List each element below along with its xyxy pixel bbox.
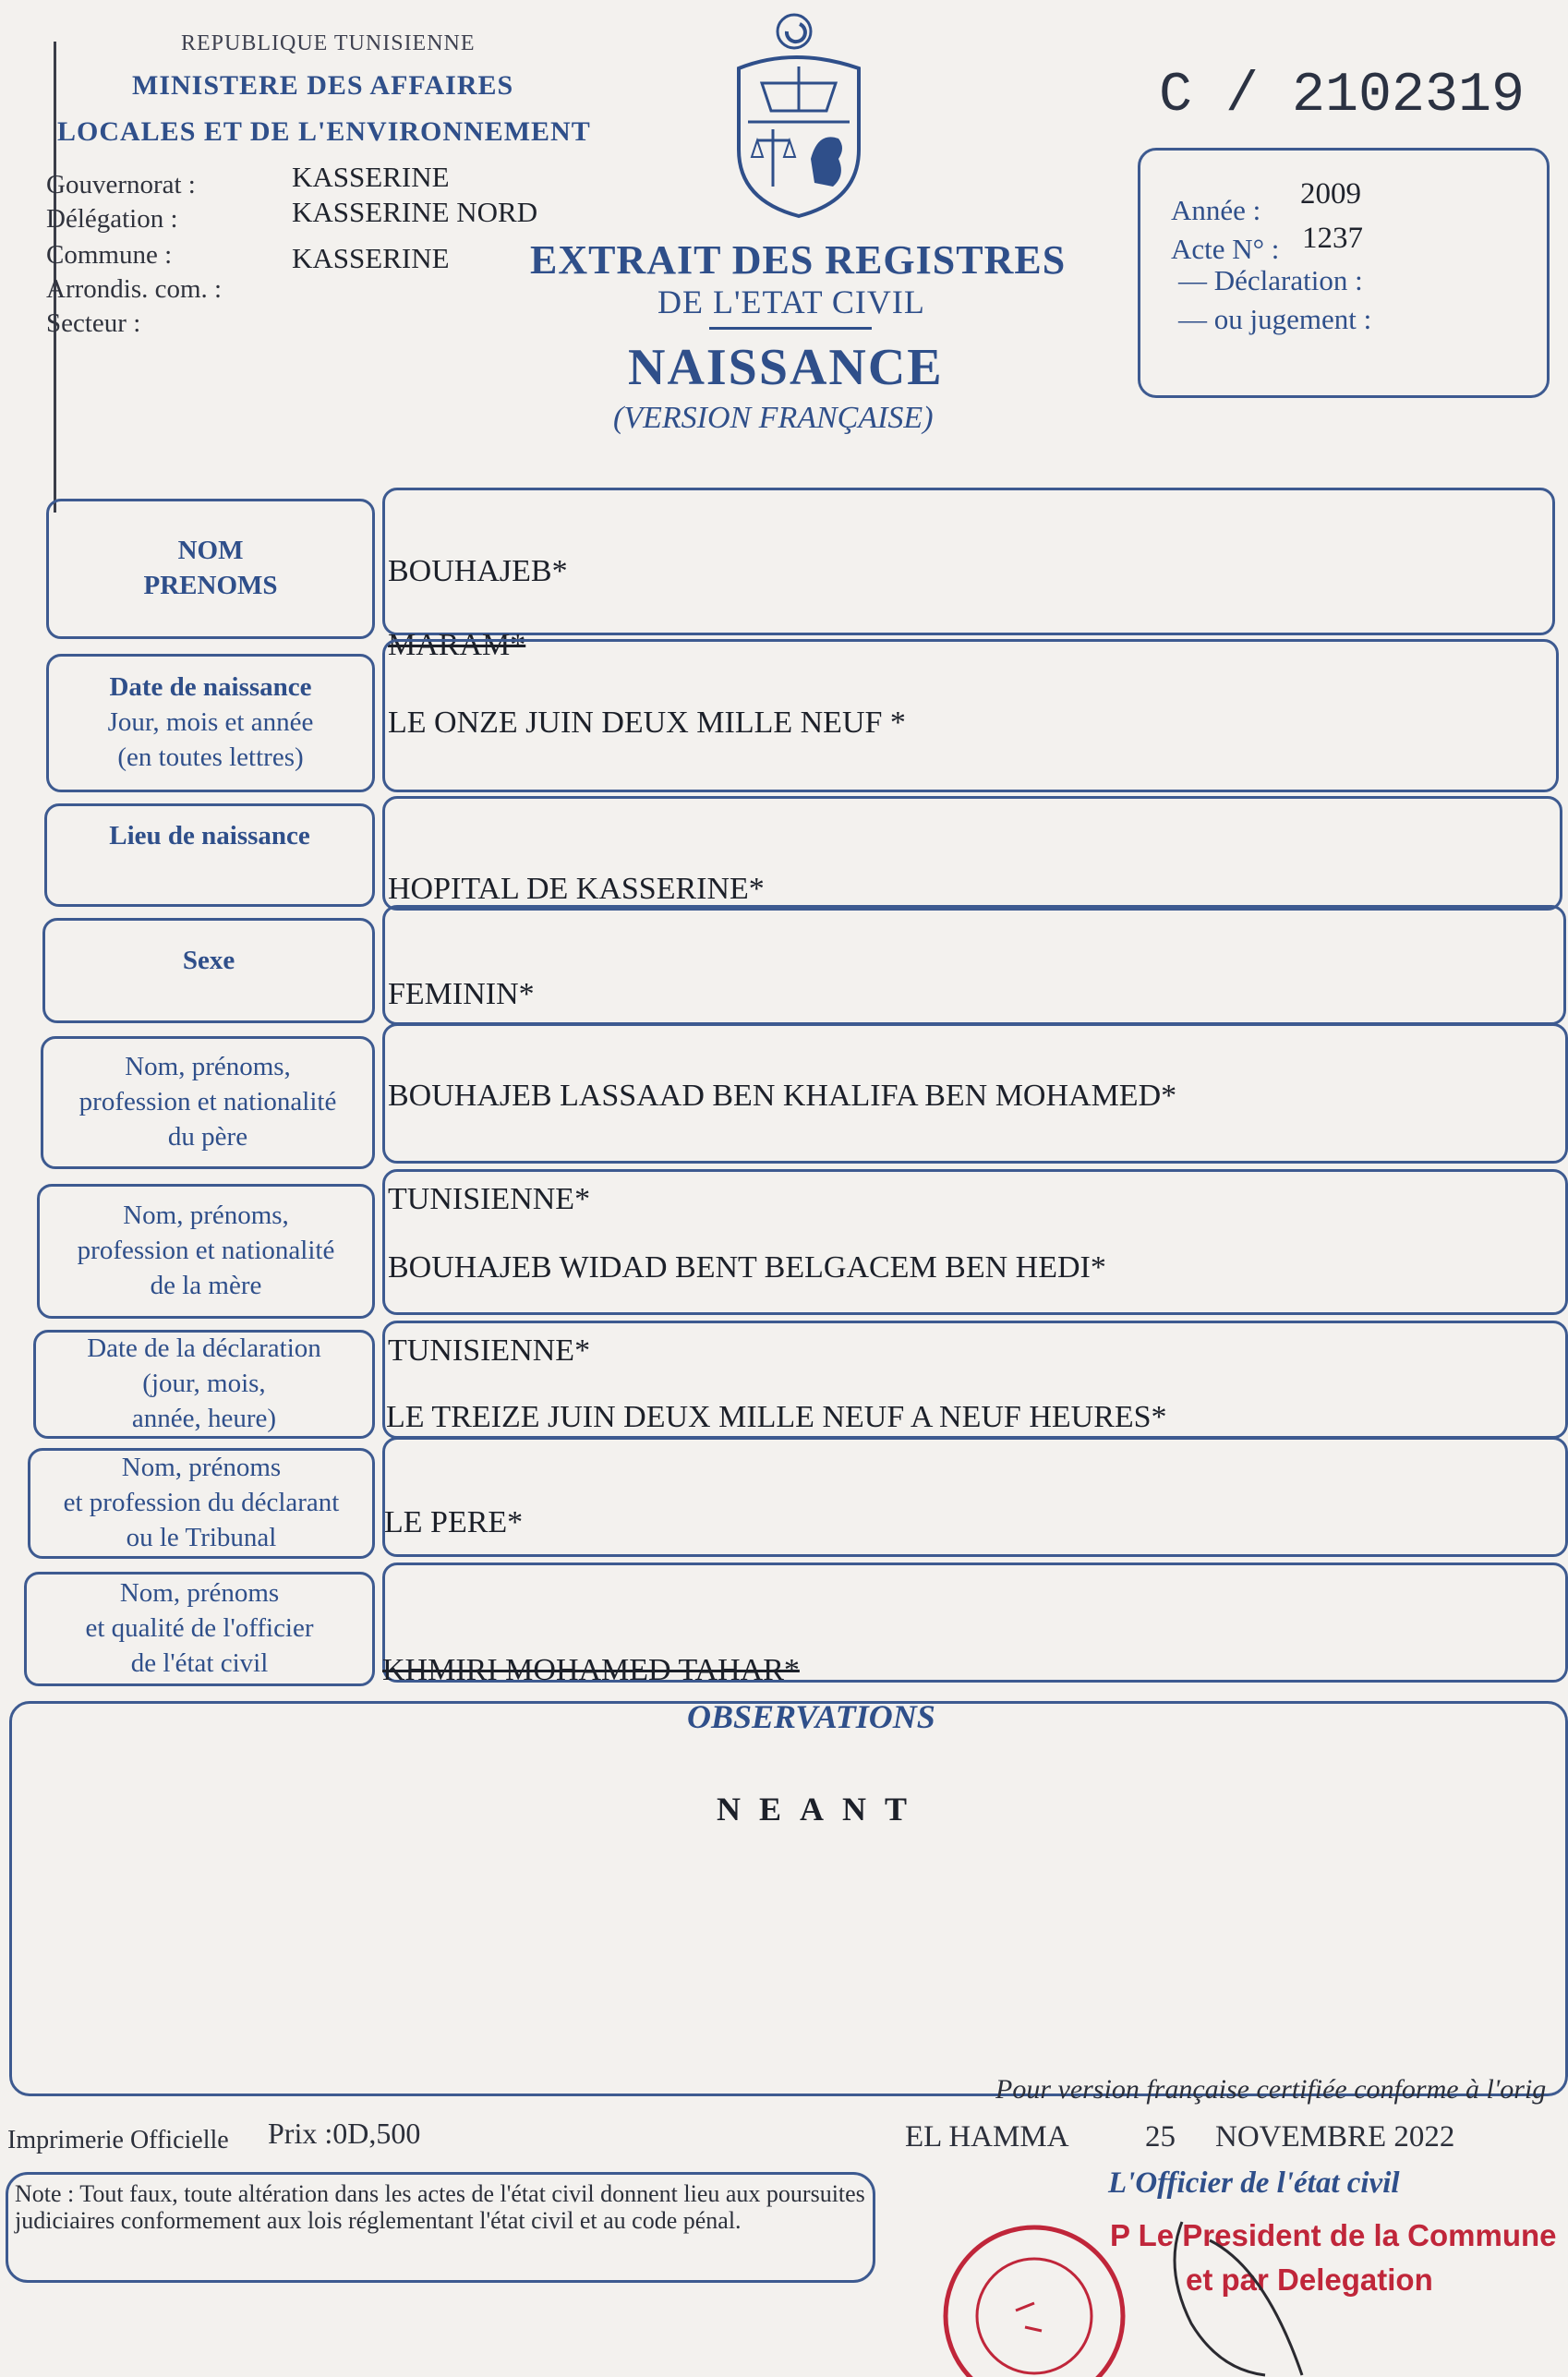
declarant-value: LE PERE* <box>384 1505 524 1539</box>
date-month-year: NOVEMBRE 2022 <box>1215 2120 1455 2154</box>
nom-label-box <box>46 499 375 639</box>
acte-number-value: 1237 <box>1302 222 1363 255</box>
officier-value: KHMIRI MOHAMED TAHAR* <box>382 1653 800 1687</box>
mere-label-2: profession et nationalité <box>77 1236 335 1266</box>
price-label: Prix :0D,500 <box>268 2117 421 2150</box>
mere-label-1: Nom, prénoms, <box>123 1201 289 1231</box>
date-naissance-value: LE ONZE JUIN DEUX MILLE NEUF * <box>388 706 906 740</box>
pere-label-3: du père <box>167 1121 248 1152</box>
declarant-value-box <box>382 1437 1568 1557</box>
declaration-date-label-3: année, heure) <box>131 1403 277 1433</box>
pere-nationality-value: TUNISIENNE* <box>388 1182 591 1216</box>
jugement-label: — ou jugement : <box>1178 303 1372 335</box>
delegation-value: KASSERINE NORD <box>292 196 538 228</box>
date-naissance-sub1: Jour, mois et année <box>107 707 314 738</box>
date-day: 25 <box>1145 2120 1176 2154</box>
officier-label-1: Nom, prénoms <box>119 1578 280 1609</box>
officier-label-2: et qualité de l'officier <box>85 1613 314 1644</box>
serial-number: C / 2102319 <box>1159 65 1526 127</box>
acte-number-label: Acte N° : <box>1171 233 1280 265</box>
secteur-label: Secteur : <box>46 308 141 338</box>
declaration-date-label-1: Date de la déclaration <box>87 1333 321 1364</box>
annee-label: Année : <box>1171 194 1261 226</box>
stamp-line-2: et par Delegation <box>1186 2262 1433 2297</box>
place-label: EL HAMMA <box>905 2120 1069 2154</box>
pere-label-2: profession et nationalité <box>78 1087 337 1117</box>
title-naissance: NAISSANCE <box>628 339 944 396</box>
gouvernorat-value: KASSERINE <box>292 161 450 193</box>
mere-value-box <box>382 1169 1568 1315</box>
sexe-label: Sexe <box>182 946 235 976</box>
prenoms-label: PRENOMS <box>143 571 278 600</box>
stamp-line-1: P Le President de la Commune <box>1110 2218 1557 2252</box>
ministry-line-2: LOCALES ET DE L'ENVIRONNEMENT <box>57 116 591 147</box>
officier-label-3: de l'état civil <box>130 1647 269 1678</box>
declaration-date-label-2: (jour, mois, <box>142 1369 266 1399</box>
commune-value: KASSERINE <box>292 242 450 274</box>
legal-note: Note : Tout faux, toute altération dans les actes de l'état civil donnent lieu aux poursuites judiciaires conformement aux lois réglementant l'état civil et au code pénal. <box>15 2180 865 2234</box>
declaration-date-label-box <box>33 1330 375 1439</box>
annee-value: 2009 <box>1300 177 1361 211</box>
declarant-label-1: Nom, prénoms <box>121 1453 282 1483</box>
sexe-value: FEMININ* <box>388 977 535 1011</box>
pere-name-value: BOUHAJEB LASSAAD BEN KHALIFA BEN MOHAMED* <box>388 1079 1177 1113</box>
printer-label: Imprimerie Officielle <box>7 2126 229 2154</box>
observations-value: NEANT <box>717 1791 926 1828</box>
observations-title: OBSERVATIONS <box>687 1698 935 1735</box>
declaration-date-value: LE TREIZE JUIN DEUX MILLE NEUF A NEUF HEURES* <box>386 1400 1167 1434</box>
declaration-label: — Déclaration : <box>1178 264 1363 296</box>
mere-label-3: de la mère <box>150 1270 262 1300</box>
date-naissance-sub2: (en toutes lettres) <box>117 742 304 772</box>
observations-box <box>9 1701 1568 2096</box>
nom-label: NOM <box>177 536 244 566</box>
title-underline <box>709 327 872 330</box>
title-extrait: EXTRAIT DES REGISTRES <box>530 237 1067 283</box>
gouvernorat-label: Gouvernorat : <box>46 170 196 199</box>
date-naissance-label-box <box>46 654 375 792</box>
date-naissance-label: Date de naissance <box>109 672 312 703</box>
nom-value: BOUHAJEB* <box>388 554 568 588</box>
certified-text: Pour version française certifiée conforme à l'orig <box>995 2074 1547 2105</box>
signature-scribble <box>1154 2213 1394 2377</box>
ministry-line-1: MINISTERE DES AFFAIRES <box>132 70 514 101</box>
sexe-value-box <box>382 905 1566 1025</box>
title-etat-civil: DE L'ETAT CIVIL <box>657 284 925 320</box>
lieu-value: HOPITAL DE KASSERINE* <box>388 872 765 906</box>
officier-label-box <box>24 1572 375 1686</box>
lieu-label-box <box>44 803 375 907</box>
prenoms-value: MARAM* <box>388 628 526 662</box>
republic-label: REPUBLIQUE TUNISIENNE <box>181 31 476 55</box>
commune-label: Commune : <box>46 240 173 270</box>
title-version: (VERSION FRANÇAISE) <box>613 401 934 435</box>
mere-nationality-value: TUNISIENNE* <box>388 1333 591 1368</box>
arrondissement-label: Arrondis. com. : <box>46 274 223 304</box>
delegation-label: Délégation : <box>46 204 178 234</box>
sexe-label-box <box>42 918 375 1023</box>
declarant-label-2: et profession du déclarant <box>63 1488 340 1518</box>
declarant-label-3: ou le Tribunal <box>126 1522 277 1552</box>
pere-label-box <box>41 1036 375 1169</box>
declarant-label-box <box>28 1448 375 1559</box>
officer-title: L'Officier de l'état civil <box>1108 2166 1400 2200</box>
lieu-label: Lieu de naissance <box>109 821 310 851</box>
coat-of-arms-emblem <box>730 11 868 219</box>
mere-name-value: BOUHAJEB WIDAD BENT BELGACEM BEN HEDI* <box>388 1250 1106 1285</box>
mere-label-box <box>37 1184 375 1319</box>
pere-label-1: Nom, prénoms, <box>125 1052 291 1082</box>
